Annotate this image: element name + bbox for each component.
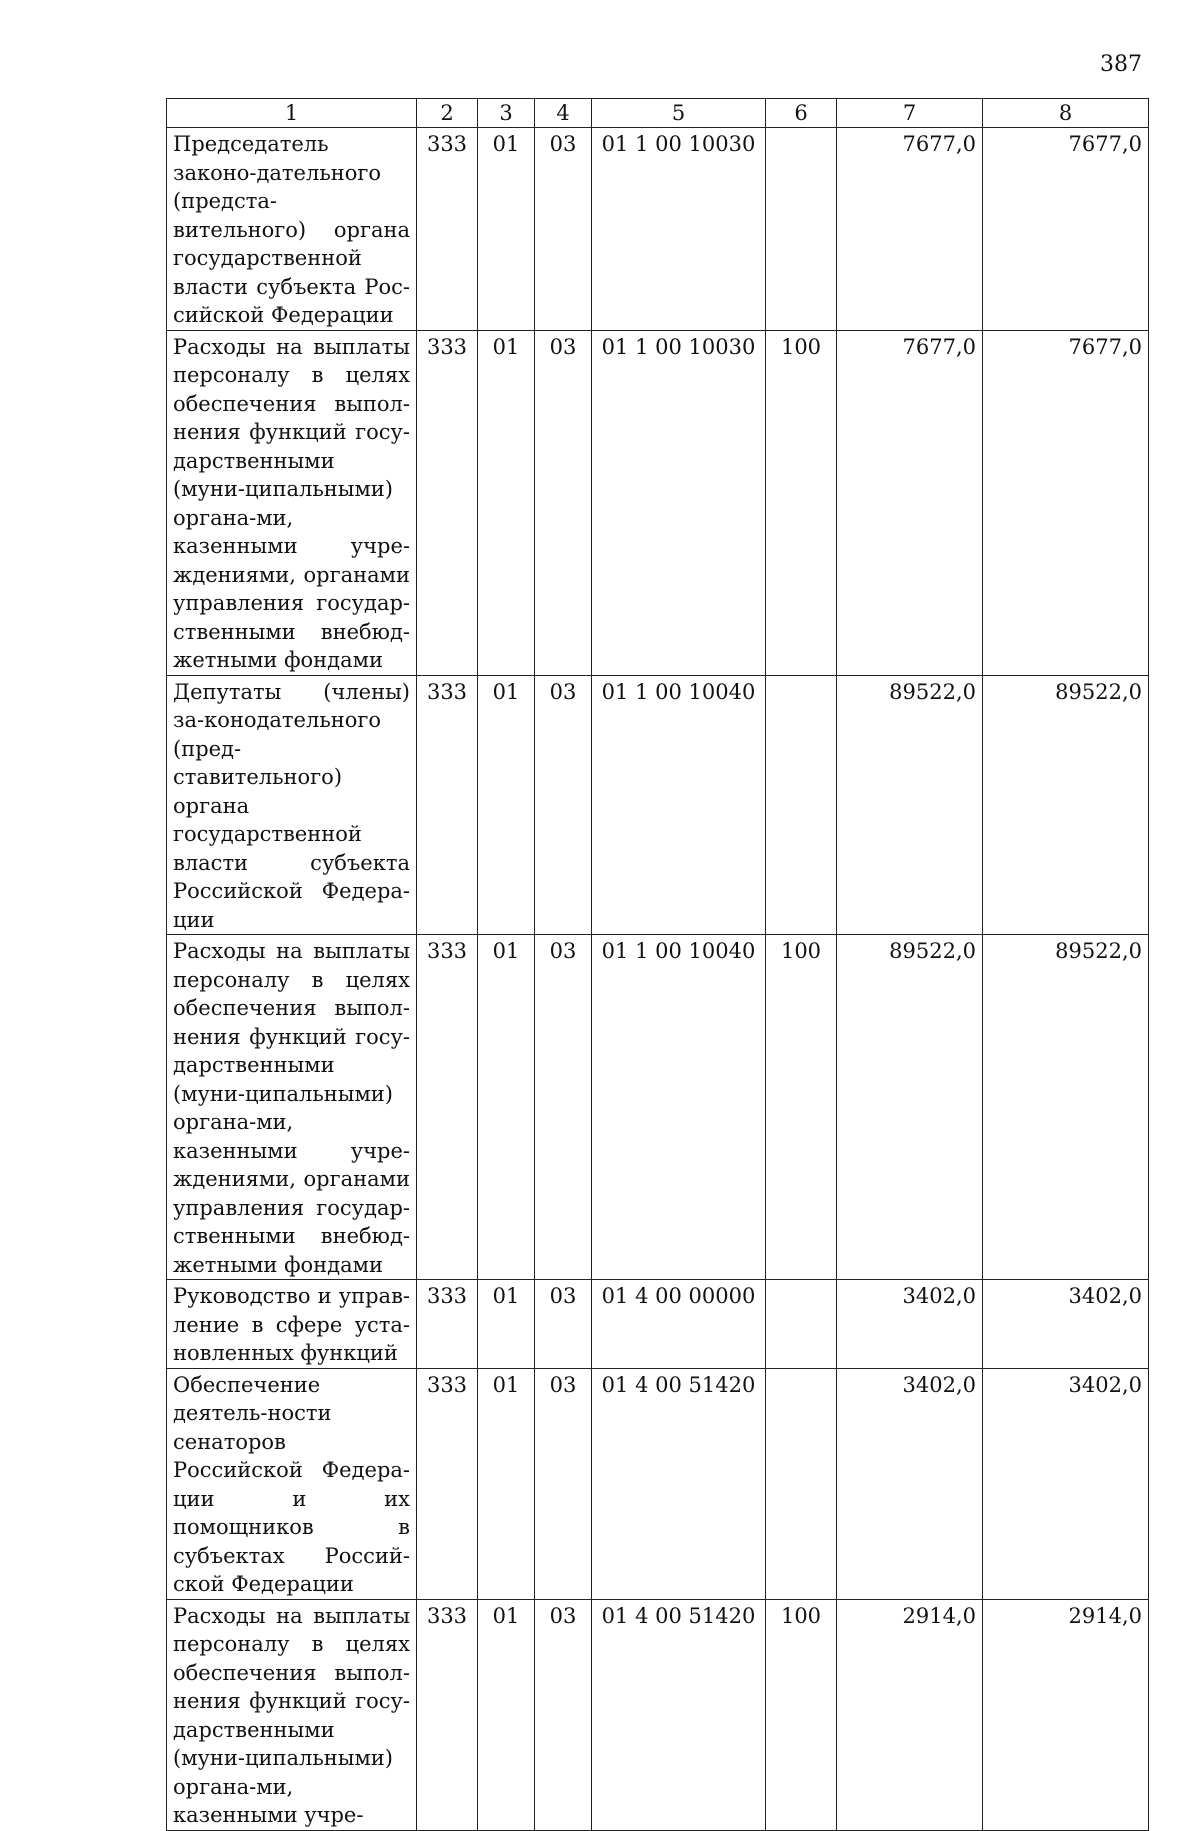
cell-subsection: 03: [535, 1599, 592, 1830]
cell-target-article: 01 1 00 10040: [592, 675, 766, 935]
cell-target-article: 01 4 00 51420: [592, 1368, 766, 1599]
column-header: 7: [837, 99, 983, 128]
cell-expense-type: [766, 1368, 837, 1599]
table-row: [167, 330, 1149, 675]
cell-section: 01: [478, 330, 535, 675]
cell-amount-7: 2914,0: [837, 1599, 983, 1830]
row-description: Расходы на выплаты персоналу в целях обеспечения выпол-нения функций госу-дарственными (муни-ципальными) органа-ми, казенными учре-ждениями, органами управления государ-ственными внебюд-жетными фондами: [167, 330, 417, 675]
cell-amount-7: 3402,0: [837, 1280, 983, 1369]
row-description: Расходы на выплаты персоналу в целях обеспечения выпол-нения функций госу-дарственными (муни-ципальными) органа-ми, казенными учре-ждениями, органами управления государ-ственными внебюд-жетными фондами: [167, 935, 417, 1280]
cell-amount-7: 7677,0: [837, 330, 983, 675]
cell-expense-type: [766, 675, 837, 935]
cell-expense-type: 100: [766, 1599, 837, 1830]
cell-section: 01: [478, 1280, 535, 1369]
row-description: Председатель законо-дательного (предста-вительного) органа государственной власти субъекта Рос-сийской Федерации: [167, 128, 417, 331]
cell-subsection: 03: [535, 330, 592, 675]
table-row: [167, 1280, 1149, 1369]
cell-ministry-code: 333: [417, 675, 478, 935]
column-header: 8: [983, 99, 1149, 128]
page-number: 387: [1100, 52, 1142, 77]
cell-amount-7: 3402,0: [837, 1368, 983, 1599]
cell-subsection: 03: [535, 1280, 592, 1369]
column-header: 5: [592, 99, 766, 128]
header-row: [167, 99, 1149, 128]
column-header: 4: [535, 99, 592, 128]
cell-expense-type: 100: [766, 935, 837, 1280]
cell-ministry-code: 333: [417, 1599, 478, 1830]
table-row: [167, 675, 1149, 935]
cell-subsection: 03: [535, 675, 592, 935]
cell-target-article: 01 1 00 10040: [592, 935, 766, 1280]
budget-table: [166, 98, 1149, 1831]
cell-expense-type: 100: [766, 330, 837, 675]
cell-target-article: 01 1 00 10030: [592, 128, 766, 331]
cell-amount-8: 3402,0: [983, 1368, 1149, 1599]
cell-ministry-code: 333: [417, 1280, 478, 1369]
cell-amount-7: 89522,0: [837, 675, 983, 935]
cell-amount-8: 7677,0: [983, 128, 1149, 331]
cell-target-article: 01 4 00 00000: [592, 1280, 766, 1369]
table-row: [167, 1368, 1149, 1599]
table-row: [167, 128, 1149, 331]
row-description: Расходы на выплаты персоналу в целях обеспечения выпол-нения функций госу-дарственными (муни-ципальными) органа-ми, казенными учре-: [167, 1599, 417, 1830]
cell-amount-8: 89522,0: [983, 935, 1149, 1280]
cell-target-article: 01 4 00 51420: [592, 1599, 766, 1830]
cell-target-article: 01 1 00 10030: [592, 330, 766, 675]
column-header: 2: [417, 99, 478, 128]
cell-expense-type: [766, 128, 837, 331]
cell-section: 01: [478, 1368, 535, 1599]
cell-ministry-code: 333: [417, 330, 478, 675]
column-header: 3: [478, 99, 535, 128]
cell-subsection: 03: [535, 128, 592, 331]
cell-subsection: 03: [535, 935, 592, 1280]
cell-amount-7: 7677,0: [837, 128, 983, 331]
table-row: [167, 1599, 1149, 1830]
cell-amount-8: 89522,0: [983, 675, 1149, 935]
cell-section: 01: [478, 1599, 535, 1830]
row-description: Руководство и управ-ление в сфере уста-новленных функций: [167, 1280, 417, 1369]
column-header: 1: [167, 99, 417, 128]
cell-expense-type: [766, 1280, 837, 1369]
cell-ministry-code: 333: [417, 1368, 478, 1599]
row-description: Депутаты (члены) за-конодательного (пред-ставительного) органа государственной власти субъекта Российской Федера-ции: [167, 675, 417, 935]
cell-subsection: 03: [535, 1368, 592, 1599]
column-header: 6: [766, 99, 837, 128]
cell-section: 01: [478, 128, 535, 331]
cell-ministry-code: 333: [417, 935, 478, 1280]
cell-amount-8: 7677,0: [983, 330, 1149, 675]
cell-section: 01: [478, 935, 535, 1280]
cell-amount-7: 89522,0: [837, 935, 983, 1280]
cell-ministry-code: 333: [417, 128, 478, 331]
cell-amount-8: 3402,0: [983, 1280, 1149, 1369]
cell-amount-8: 2914,0: [983, 1599, 1149, 1830]
table-row: [167, 935, 1149, 1280]
cell-section: 01: [478, 675, 535, 935]
row-description: Обеспечение деятель-ности сенаторов Российской Федера-ции и их помощников в субъектах Россий-ской Федерации: [167, 1368, 417, 1599]
